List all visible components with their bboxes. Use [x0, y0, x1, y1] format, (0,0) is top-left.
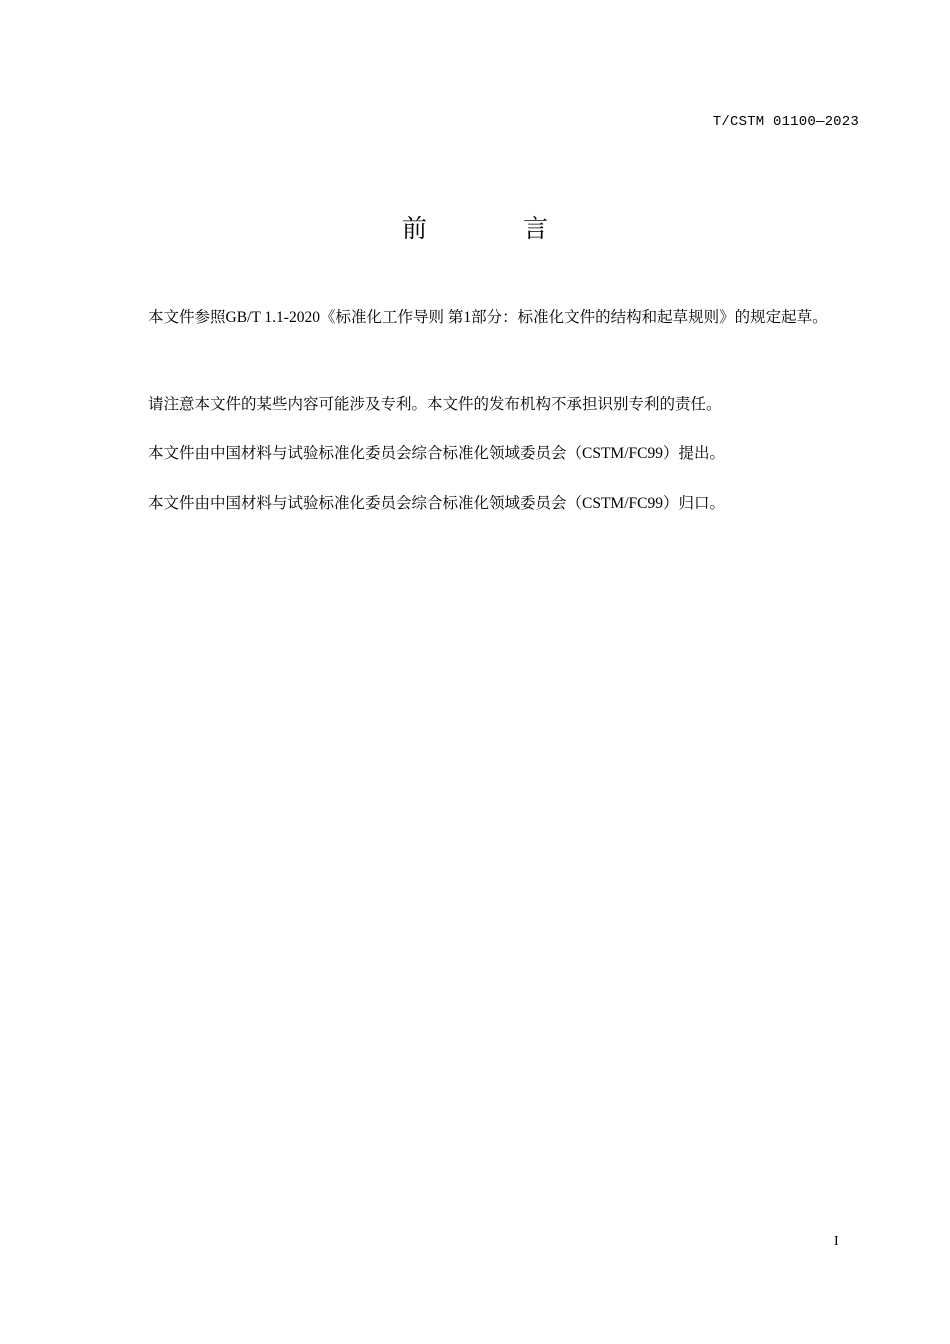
document-code: T/CSTM 01100—2023 — [712, 114, 859, 130]
paragraph-proposed-by: 本文件由中国材料与试验标准化委员会综合标准化领域委员会（CSTM/FC99）提出。 — [148, 445, 725, 462]
paragraph-managed-by: 本文件由中国材料与试验标准化委员会综合标准化领域委员会（CSTM/FC99）归口。 — [148, 495, 725, 512]
paragraph-patent-notice: 请注意本文件的某些内容可能涉及专利。本文件的发布机构不承担识别专利的责任。 — [148, 396, 722, 413]
page-number: I — [834, 1234, 839, 1249]
page-title: 前 言 — [402, 214, 592, 243]
paragraph-drafting-rules: 本文件参照GB/T 1.1-2020《标准化工作导则 第1部分：标准化文件的结构和起草规则》的规定起草。 — [148, 309, 828, 326]
